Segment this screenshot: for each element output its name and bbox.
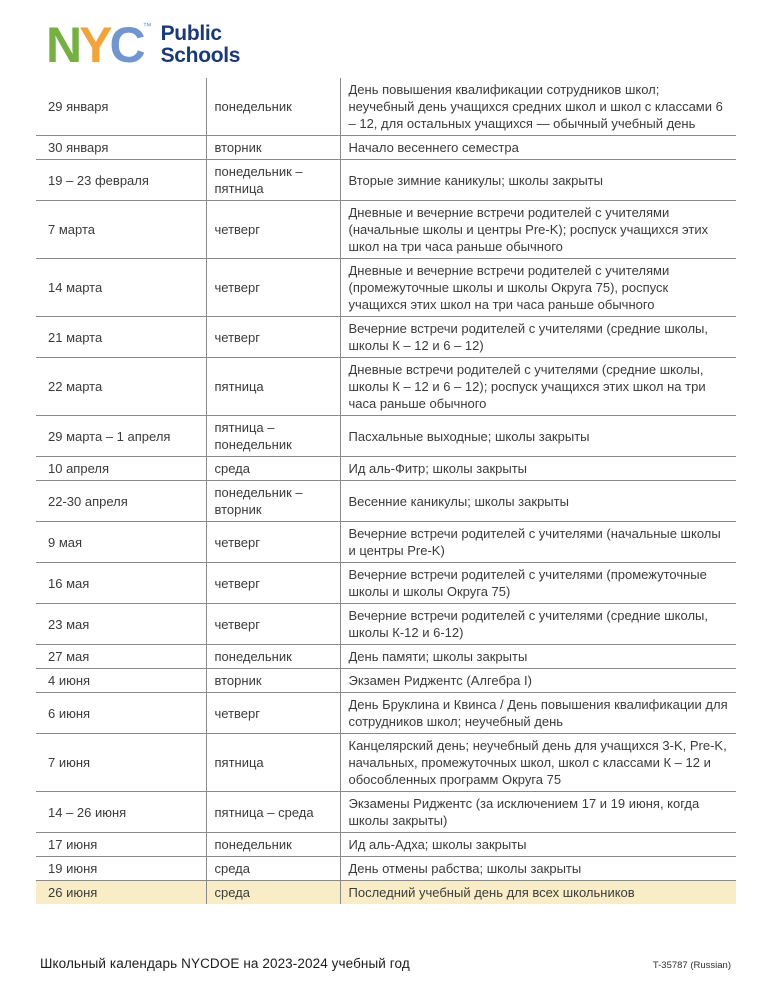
day-cell: среда bbox=[206, 457, 340, 481]
table-row bbox=[36, 563, 736, 604]
date-cell: 6 июня bbox=[36, 693, 206, 734]
date-cell: 4 июня bbox=[36, 669, 206, 693]
table-row bbox=[36, 416, 736, 457]
table-row bbox=[36, 881, 736, 905]
date-cell: 26 июня bbox=[36, 881, 206, 905]
date-cell: 27 мая bbox=[36, 645, 206, 669]
day-cell: пятница – среда bbox=[206, 792, 340, 833]
date-cell: 19 июня bbox=[36, 857, 206, 881]
table-row bbox=[36, 259, 736, 317]
description-cell: Экзамены Риджентс (за исключением 17 и 19 июня, когда школы закрыты) bbox=[340, 792, 736, 833]
logo-letter-y: Y bbox=[79, 17, 110, 73]
date-cell: 14 – 26 июня bbox=[36, 792, 206, 833]
day-cell: пятница bbox=[206, 358, 340, 416]
day-cell: понедельник – пятница bbox=[206, 160, 340, 201]
description-cell: Пасхальные выходные; школы закрыты bbox=[340, 416, 736, 457]
description-cell: Вечерние встречи родителей с учителями (средние школы, школы К-12 и 6-12) bbox=[340, 604, 736, 645]
day-cell: понедельник – вторник bbox=[206, 481, 340, 522]
table-row bbox=[36, 734, 736, 792]
date-cell: 16 мая bbox=[36, 563, 206, 604]
day-cell: четверг bbox=[206, 201, 340, 259]
table-row bbox=[36, 358, 736, 416]
table-row bbox=[36, 481, 736, 522]
day-cell: четверг bbox=[206, 604, 340, 645]
day-cell: пятница bbox=[206, 734, 340, 792]
day-cell: вторник bbox=[206, 669, 340, 693]
day-cell: четверг bbox=[206, 563, 340, 604]
calendar-rows bbox=[36, 78, 736, 904]
logo-wordmark-line2: Schools bbox=[160, 44, 241, 67]
calendar-table bbox=[36, 78, 736, 904]
date-cell: 30 января bbox=[36, 136, 206, 160]
description-cell: Начало весеннего семестра bbox=[340, 136, 736, 160]
date-cell: 10 апреля bbox=[36, 457, 206, 481]
day-cell: понедельник bbox=[206, 78, 340, 136]
description-cell: Дневные и вечерние встречи родителей с учителями (начальные школы и центры Pre-K); роспуск учащихся этих школ на три часа раньше обычного bbox=[340, 201, 736, 259]
date-cell: 22-30 апреля bbox=[36, 481, 206, 522]
day-cell: среда bbox=[206, 857, 340, 881]
table-row bbox=[36, 693, 736, 734]
day-cell: четверг bbox=[206, 693, 340, 734]
day-cell: вторник bbox=[206, 136, 340, 160]
description-cell: Канцелярский день; неучебный день для учащихся 3-K, Pre-K, начальных, промежуточных школ, школ с классами К – 12 и обособленных программ Округа 75 bbox=[340, 734, 736, 792]
date-cell: 9 мая bbox=[36, 522, 206, 563]
table-row bbox=[36, 792, 736, 833]
footer-title: Школьный календарь NYCDOE на 2023-2024 учебный год bbox=[40, 956, 410, 971]
table-row bbox=[36, 645, 736, 669]
table-row bbox=[36, 136, 736, 160]
logo-letter-n: N bbox=[46, 17, 80, 73]
trademark-symbol: ™ bbox=[142, 21, 152, 31]
description-cell: Экзамен Риджентс (Алгебра I) bbox=[340, 669, 736, 693]
table-row bbox=[36, 160, 736, 201]
table-row bbox=[36, 833, 736, 857]
description-cell: День памяти; школы закрыты bbox=[340, 645, 736, 669]
description-cell: Вечерние встречи родителей с учителями (начальные школы и центры Pre-K) bbox=[340, 522, 736, 563]
description-cell: Последний учебный день для всех школьников bbox=[340, 881, 736, 905]
table-row bbox=[36, 604, 736, 645]
date-cell: 22 марта bbox=[36, 358, 206, 416]
table-row bbox=[36, 317, 736, 358]
logo-wordmark bbox=[161, 23, 241, 68]
date-cell: 29 марта – 1 апреля bbox=[36, 416, 206, 457]
date-cell: 21 марта bbox=[36, 317, 206, 358]
description-cell: День отмены рабства; школы закрыты bbox=[340, 857, 736, 881]
day-cell: четверг bbox=[206, 259, 340, 317]
description-cell: Дневные встречи родителей с учителями (средние школы, школы К – 12 и 6 – 12); роспуск учащихся этих школ на три часа раньше обычного bbox=[340, 358, 736, 416]
description-cell: Весенние каникулы; школы закрыты bbox=[340, 481, 736, 522]
logo-letter-c: C bbox=[109, 17, 143, 73]
date-cell: 7 июня bbox=[36, 734, 206, 792]
day-cell: четверг bbox=[206, 522, 340, 563]
day-cell: пятница – понедельник bbox=[206, 416, 340, 457]
table-row bbox=[36, 857, 736, 881]
description-cell: Вечерние встречи родителей с учителями (средние школы, школы К – 12 и 6 – 12) bbox=[340, 317, 736, 358]
nyc-logo-letters bbox=[46, 17, 152, 73]
date-cell: 29 января bbox=[36, 78, 206, 136]
day-cell: понедельник bbox=[206, 645, 340, 669]
date-cell: 23 мая bbox=[36, 604, 206, 645]
description-cell: Дневные и вечерние встречи родителей с учителями (промежуточные школы и школы Округа 75), роспуск учащихся этих школ на три часа раньше обычного bbox=[340, 259, 736, 317]
date-cell: 14 марта bbox=[36, 259, 206, 317]
table-row bbox=[36, 201, 736, 259]
day-cell: четверг bbox=[206, 317, 340, 358]
date-cell: 17 июня bbox=[36, 833, 206, 857]
table-row bbox=[36, 457, 736, 481]
description-cell: День Бруклина и Квинса / День повышения квалификации для сотрудников школ; неучебный день bbox=[340, 693, 736, 734]
table-row bbox=[36, 669, 736, 693]
date-cell: 7 марта bbox=[36, 201, 206, 259]
logo-wordmark-line1: Public bbox=[160, 21, 222, 45]
table-row bbox=[36, 522, 736, 563]
footer-doc-code: T-35787 (Russian) bbox=[652, 960, 731, 971]
description-cell: Вторые зимние каникулы; школы закрыты bbox=[340, 160, 736, 201]
day-cell: понедельник bbox=[206, 833, 340, 857]
description-cell: Вечерние встречи родителей с учителями (промежуточные школы и школы Округа 75) bbox=[340, 563, 736, 604]
date-cell: 19 – 23 февраля bbox=[36, 160, 206, 201]
nyc-public-schools-logo bbox=[46, 17, 241, 73]
day-cell: среда bbox=[206, 881, 340, 905]
table-row bbox=[36, 78, 736, 136]
description-cell: Ид аль-Адха; школы закрыты bbox=[340, 833, 736, 857]
description-cell: Ид аль-Фитр; школы закрыты bbox=[340, 457, 736, 481]
description-cell: День повышения квалификации сотрудников школ; неучебный день учащихся средних школ и школ с классами 6 – 12, для остальных учащихся — обычный учебный день bbox=[340, 78, 736, 136]
page-footer bbox=[40, 956, 731, 971]
